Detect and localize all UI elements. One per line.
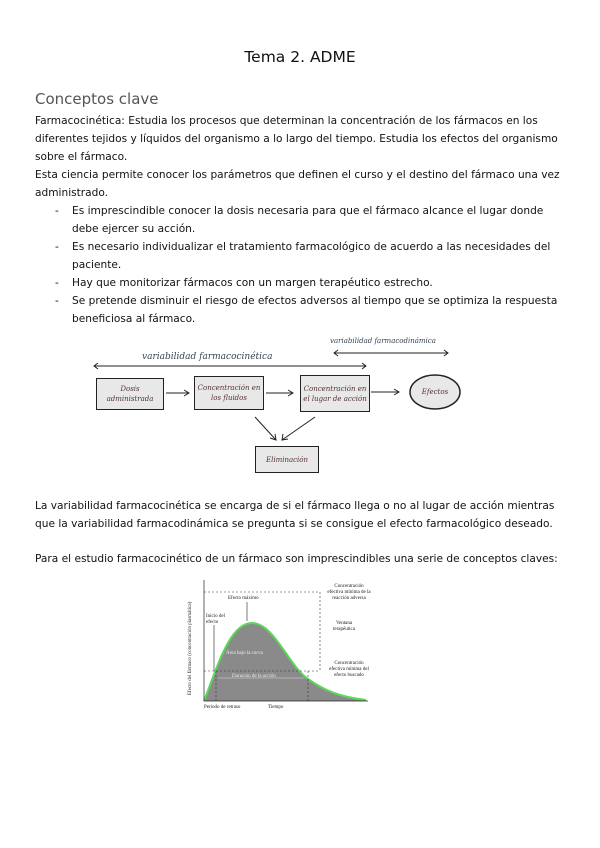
y-axis-label: Efecto del fármaco (concentración plasmática)	[188, 601, 193, 695]
auc-label: Área bajo la curva	[226, 651, 263, 656]
list-item: - Hay que monitorizar fármacos con un margen terapéutico estrecho.	[55, 274, 570, 292]
box-dosis: Dosis administrada	[96, 378, 164, 410]
x-axis-label: Tiempo	[268, 705, 284, 710]
therapeutic-window-label: Ventana terapéutica	[333, 621, 355, 632]
paragraph: La variabilidad farmacocinética se encarga de si el fármaco llega o no al lugar de acción mientras que la variabilidad farmacodinámica se pregunta si se consigue el efecto farmacológico deseado.	[35, 500, 555, 530]
box-eliminacion: Eliminación	[255, 446, 319, 473]
pk-curve-figure	[190, 575, 372, 712]
delay-label: Periodo de retraso	[204, 705, 241, 710]
box-concentracion-fluidos: Concentración en los fluidos	[194, 376, 264, 410]
list-item-text: Se pretende disminuir el riesgo de efectos adversos al tiempo que se optimiza la respuesta beneficiosa al fármaco.	[72, 295, 558, 325]
onset-label: Inicio del efecto	[206, 614, 226, 625]
paragraph: Esta ciencia permite conocer los parámetros que definen el curso y el destino del fármaco una vez administrado.	[35, 169, 560, 199]
paragraph: Para el estudio farmacocinético de un fármaco son imprescindibles una serie de conceptos claves:	[35, 553, 558, 565]
pd-variability-label: variabilidad farmacodinámica	[330, 337, 436, 345]
page-title: Tema 2. ADME	[244, 48, 356, 66]
list-item-text: Es necesario individualizar el tratamiento farmacológico de acuerdo a las necesidades del paciente.	[72, 241, 551, 271]
section-heading: Conceptos clave	[35, 90, 159, 108]
pk-variability-label: variabilidad farmacocinética	[142, 352, 273, 362]
box-concentracion-lugar: Concentración en el lugar de acción	[300, 375, 370, 412]
list-item: - Es imprescindible conocer la dosis necesaria para que el fármaco alcance el lugar donde debe ejercer su acción.	[55, 202, 570, 238]
max-effect-label: Efecto máximo	[228, 596, 259, 601]
list-item-text: Hay que monitorizar fármacos con un margen terapéutico estrecho.	[72, 277, 433, 289]
duration-label: Duración de la acción	[232, 674, 276, 679]
adme-diagram	[80, 330, 500, 480]
list-item-text: Es imprescindible conocer la dosis necesaria para que el fármaco alcance el lugar donde debe ejercer su acción.	[72, 205, 544, 235]
adverse-conc-label: Concentración efectiva mínima de la reacción adversa	[327, 584, 371, 601]
paragraph: Farmacocinética: Estudia los procesos que determinan la concentración de los fármacos en los diferentes tejidos y líquidos del organismo a lo largo del tiempo. Estudia los efectos del organismo sobre el fármaco.	[35, 115, 558, 163]
box-efectos: Efectos	[421, 388, 449, 396]
list-item: - Es necesario individualizar el tratamiento farmacológico de acuerdo a las necesidades del paciente.	[55, 238, 570, 274]
min-effective-conc-label: Concentración efectiva mínima del efecto buscado	[329, 661, 369, 678]
list-item: - Se pretende disminuir el riesgo de efectos adversos al tiempo que se optimiza la respuesta beneficiosa al fármaco.	[55, 292, 570, 328]
